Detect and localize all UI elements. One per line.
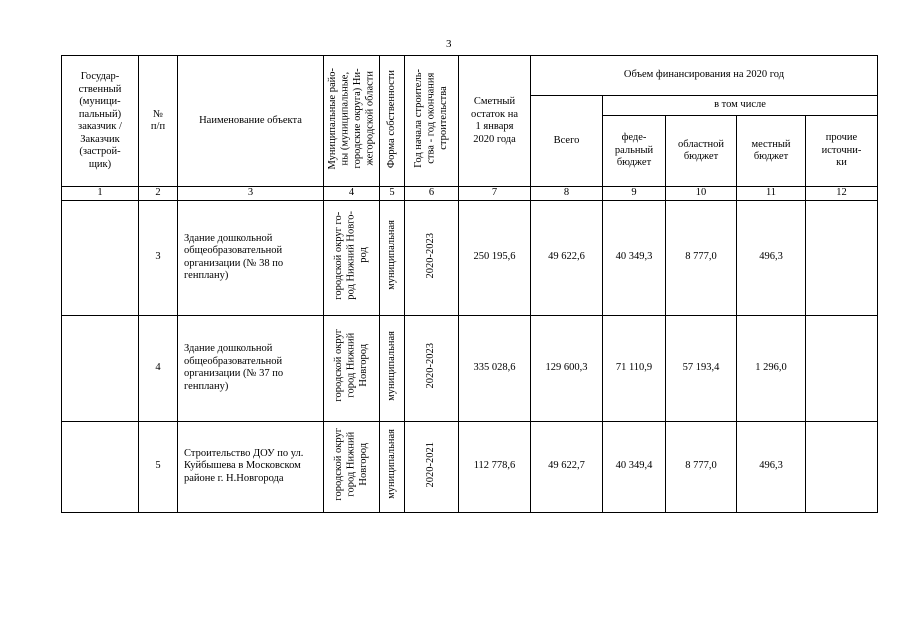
- header-regional: областной бюджет: [666, 116, 737, 187]
- cell-remainder: 335 028,6: [459, 315, 531, 421]
- cell-local: 1 296,0: [737, 315, 806, 421]
- cell-other: [806, 421, 878, 512]
- cell-regional: 8 777,0: [666, 200, 737, 315]
- column-number: 8: [531, 187, 603, 201]
- header-years: Год начала строитель- ства - год окончания строительства: [405, 56, 459, 187]
- header-funding: Объем финансирования на 2020 год: [531, 56, 878, 96]
- header-federal: феде- ральный бюджет: [603, 116, 666, 187]
- table-row: [62, 200, 878, 315]
- cell-object-name: Здание дошкольной общеобразовательной организации (№ 37 по генплану): [178, 315, 324, 421]
- column-number: 6: [405, 187, 459, 201]
- column-number: 12: [806, 187, 878, 201]
- cell-years: 2020-2021: [405, 421, 459, 512]
- header-ownership: Форма собственности: [380, 56, 405, 187]
- cell-federal: 40 349,3: [603, 200, 666, 315]
- column-number: 9: [603, 187, 666, 201]
- cell-number: 5: [139, 421, 178, 512]
- column-number: 11: [737, 187, 806, 201]
- cell-local: 496,3: [737, 421, 806, 512]
- cell-regional: 8 777,0: [666, 421, 737, 512]
- cell-total: 49 622,6: [531, 200, 603, 315]
- header-district: Муниципальные райо- ны (муниципальные, городские округа) Ни- жегородской области: [324, 56, 380, 187]
- cell-object-name: Строительство ДОУ по ул. Куйбышева в Московском районе г. Н.Новгорода: [178, 421, 324, 512]
- header-total: Всего: [531, 96, 603, 187]
- header-number: № п/п: [139, 56, 178, 187]
- column-number: 10: [666, 187, 737, 201]
- table-row: [62, 315, 878, 421]
- column-number: 2: [139, 187, 178, 201]
- cell-regional: 57 193,4: [666, 315, 737, 421]
- cell-other: [806, 200, 878, 315]
- header-customer: Государ- ственный (муници- пальный) заказчик / Заказчик (застрой- щик): [62, 56, 139, 187]
- cell-federal: 40 349,4: [603, 421, 666, 512]
- cell-federal: 71 110,9: [603, 315, 666, 421]
- cell-total: 49 622,7: [531, 421, 603, 512]
- cell-customer: [62, 315, 139, 421]
- header-local: местный бюджет: [737, 116, 806, 187]
- cell-district: городской округ город Нижний Новгород: [324, 421, 380, 512]
- funding-table: [61, 55, 878, 513]
- cell-object-name: Здание дошкольной общеобразовательной организации (№ 38 по генплану): [178, 200, 324, 315]
- cell-remainder: 250 195,6: [459, 200, 531, 315]
- cell-district: городской округ город Нижний Новгород: [324, 315, 380, 421]
- cell-remainder: 112 778,6: [459, 421, 531, 512]
- header-row-1: [62, 56, 878, 96]
- header-other: прочие источни- ки: [806, 116, 878, 187]
- cell-other: [806, 315, 878, 421]
- cell-customer: [62, 421, 139, 512]
- column-number: 3: [178, 187, 324, 201]
- cell-ownership: муниципальная: [380, 315, 405, 421]
- header-including: в том числе: [603, 96, 878, 116]
- cell-ownership: муниципальная: [380, 421, 405, 512]
- cell-customer: [62, 200, 139, 315]
- column-number: 7: [459, 187, 531, 201]
- column-number-row: [62, 187, 878, 201]
- cell-number: 3: [139, 200, 178, 315]
- table-row: [62, 421, 878, 512]
- cell-total: 129 600,3: [531, 315, 603, 421]
- cell-district: городской округ го- род Нижний Новго- род: [324, 200, 380, 315]
- cell-years: 2020-2023: [405, 200, 459, 315]
- cell-number: 4: [139, 315, 178, 421]
- page-number: 3: [446, 38, 452, 50]
- cell-ownership: муниципальная: [380, 200, 405, 315]
- column-number: 4: [324, 187, 380, 201]
- header-object-name: Наименование объекта: [178, 56, 324, 187]
- column-number: 1: [62, 187, 139, 201]
- column-number: 5: [380, 187, 405, 201]
- cell-local: 496,3: [737, 200, 806, 315]
- header-remainder: Сметный остаток на 1 января 2020 года: [459, 56, 531, 187]
- cell-years: 2020-2023: [405, 315, 459, 421]
